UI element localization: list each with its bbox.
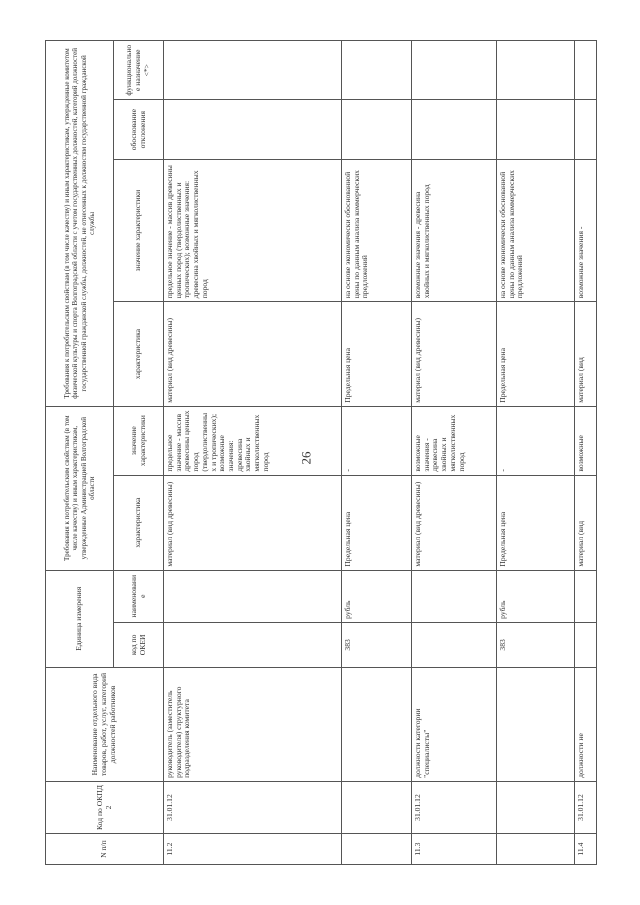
cell-unit bbox=[575, 570, 597, 622]
cell-name bbox=[342, 667, 412, 781]
cell-num: 11.2 bbox=[164, 834, 342, 865]
cell-committee-reason bbox=[575, 100, 597, 159]
cell-okei bbox=[412, 622, 497, 667]
header-unit-okei: код по ОКЕИ bbox=[114, 622, 164, 667]
cell-committee-purpose bbox=[164, 41, 342, 100]
table-row bbox=[497, 41, 575, 865]
rotated-table-container bbox=[45, 40, 600, 865]
cell-committee-purpose bbox=[342, 41, 412, 100]
cell-committee-purpose bbox=[497, 41, 575, 100]
cell-name: должности не bbox=[575, 667, 597, 781]
cell-code: 31.01.12 bbox=[164, 781, 342, 833]
cell-unit bbox=[412, 570, 497, 622]
cell-name: руководитель (заместитель руководителя) структурного подразделения комитета bbox=[164, 667, 342, 781]
header-committee-value: значение характеристики bbox=[114, 159, 164, 301]
cell-committee-characteristic: материал (вид bbox=[575, 302, 597, 406]
cell-code bbox=[497, 781, 575, 833]
requirements-table bbox=[45, 40, 597, 865]
cell-unit bbox=[164, 570, 342, 622]
cell-admin-value: возможные значения - древесина хвойных и мягколиственных пород bbox=[412, 406, 497, 475]
cell-admin-characteristic: Предельная цена bbox=[497, 475, 575, 570]
header-admin-characteristic: характеристика bbox=[114, 475, 164, 570]
cell-admin-value: возможные bbox=[575, 406, 597, 475]
cell-okei: 383 bbox=[342, 622, 412, 667]
cell-admin-characteristic: Предельная цена bbox=[342, 475, 412, 570]
cell-committee-characteristic: Предельная цена bbox=[497, 302, 575, 406]
cell-committee-reason bbox=[412, 100, 497, 159]
cell-code: 31.01.12 bbox=[412, 781, 497, 833]
cell-code bbox=[342, 781, 412, 833]
header-admin-requirements: Требования к потребительским свойствам (в том числе качеству) и иным характеристикам, утвержденные Администрацией Волгоградской области bbox=[46, 406, 114, 570]
cell-admin-characteristic: материал (вид древесины) bbox=[164, 475, 342, 570]
cell-code: 31.01.12 bbox=[575, 781, 597, 833]
table-row bbox=[342, 41, 412, 865]
cell-committee-purpose bbox=[575, 41, 597, 100]
header-name: Наименование отдельного вида товаров, работ, услуг, категорий должностей работников bbox=[46, 667, 164, 781]
cell-num bbox=[497, 834, 575, 865]
cell-committee-value: возможные значения - bbox=[575, 159, 597, 301]
table-row bbox=[164, 41, 342, 865]
cell-num: 11.3 bbox=[412, 834, 497, 865]
cell-admin-characteristic: материал (вид bbox=[575, 475, 597, 570]
cell-committee-characteristic: материал (вид древесины) bbox=[164, 302, 342, 406]
header-admin-value: значение характеристики bbox=[114, 406, 164, 475]
cell-admin-value: предельное значение - массив древесины ценных пород (твердолиственных и тропических); возможные значения: древесина хвойных и мягколиственных пород bbox=[164, 406, 342, 475]
header-committee-reason: обоснование отклонения bbox=[114, 100, 164, 159]
header-num: N п/п bbox=[46, 834, 164, 865]
cell-unit: рубль bbox=[497, 570, 575, 622]
cell-committee-reason bbox=[497, 100, 575, 159]
cell-okei bbox=[164, 622, 342, 667]
page-number: 26 bbox=[298, 451, 314, 465]
cell-name bbox=[497, 667, 575, 781]
header-committee-requirements: Требования к потребительским свойствам (в том числе качеству) и иным характеристикам, утвержденные комитетом физической культуры и спорта Волгоградской области с учетом государственных должностей, категорий должностей государственной гражданской службы, должностей, не отнесенных к должностям государственной гражданской службы bbox=[46, 41, 114, 407]
cell-admin-value: - bbox=[342, 406, 412, 475]
header-committee-characteristic: характеристика bbox=[114, 302, 164, 406]
table-row bbox=[575, 41, 597, 865]
cell-committee-reason bbox=[342, 100, 412, 159]
header-unit: Единица измерения bbox=[46, 570, 114, 667]
cell-committee-value: на основе экономически обоснованной цены по данным анализа коммерческих предложений bbox=[342, 159, 412, 301]
cell-admin-characteristic: материал (вид древесины) bbox=[412, 475, 497, 570]
cell-name: должности категории "специалисты" bbox=[412, 667, 497, 781]
cell-committee-value: на основе экономически обоснованной цены по данным анализа коммерческих предложений bbox=[497, 159, 575, 301]
cell-okei bbox=[575, 622, 597, 667]
header-code: Код по ОКПД 2 bbox=[46, 781, 164, 833]
cell-committee-characteristic: материал (вид древесины) bbox=[412, 302, 497, 406]
table-row bbox=[412, 41, 497, 865]
cell-committee-value: предельное значение - массив древесины ценных пород (твердолиственных и тропических); возможные значения: древесина хвойных и мягколиственных пород bbox=[164, 159, 342, 301]
cell-unit: рубль bbox=[342, 570, 412, 622]
cell-committee-characteristic: Предельная цена bbox=[342, 302, 412, 406]
header-committee-purpose: функциональное назначение <*> bbox=[114, 41, 164, 100]
cell-committee-purpose bbox=[412, 41, 497, 100]
cell-okei: 383 bbox=[497, 622, 575, 667]
cell-num: 11.4 bbox=[575, 834, 597, 865]
header-unit-name: наименование bbox=[114, 570, 164, 622]
cell-committee-value: возможные значения - древесина хвойных и мягколиственных пород bbox=[412, 159, 497, 301]
cell-admin-value: - bbox=[497, 406, 575, 475]
cell-num bbox=[342, 834, 412, 865]
cell-committee-reason bbox=[164, 100, 342, 159]
